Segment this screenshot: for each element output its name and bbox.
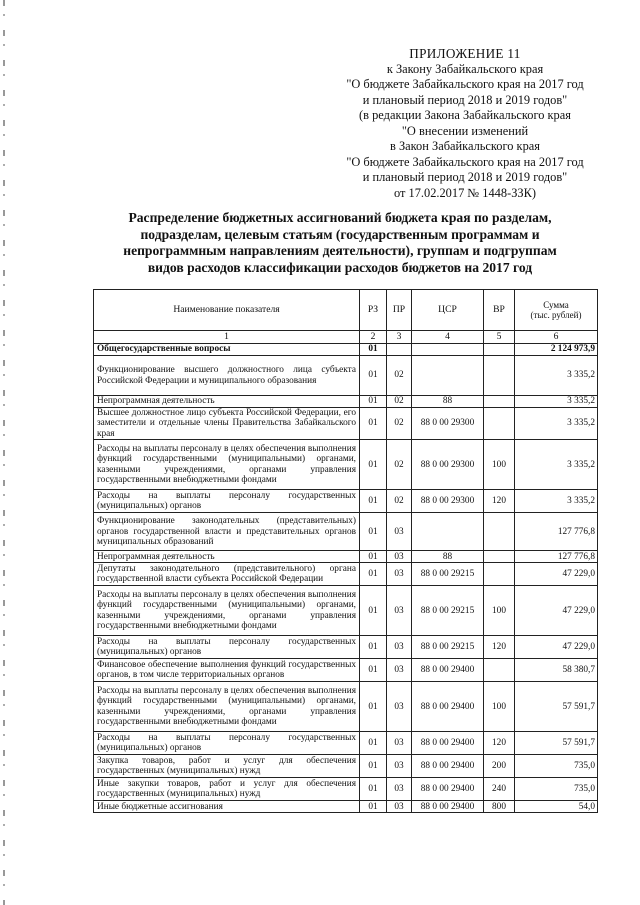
row-csr-cell: 88 0 00 29215 <box>412 586 484 636</box>
table-row <box>94 586 598 636</box>
table-row <box>94 636 598 659</box>
row-vr-cell: 120 <box>484 636 515 659</box>
heading-line: видов расходов классификации расходов бюджетов на 2017 год <box>147 259 533 275</box>
row-rz-cell: 01 <box>360 636 387 659</box>
col-header-name: Наименование показателя <box>94 290 360 331</box>
row-csr-cell: 88 <box>412 551 484 563</box>
header-line: и плановый период 2018 и 2019 годов" <box>362 170 568 184</box>
row-pr-cell: 03 <box>387 586 412 636</box>
row-sum-cell: 3 335,2 <box>515 440 598 490</box>
header-line: от 17.02.2017 № 1448-ЗЗК) <box>393 185 537 200</box>
table-header-row <box>94 290 598 331</box>
row-pr-cell: 03 <box>387 551 412 563</box>
row-vr-cell: 120 <box>484 490 515 513</box>
table-row <box>94 563 598 586</box>
col-header-sum <box>515 290 598 331</box>
row-csr-cell: 88 0 00 29215 <box>412 563 484 586</box>
row-name-cell: Расходы на выплаты персоналу в целях обеспечения выполнения функций государственными (муниципальными) органами, казенными учреждениями, органами управления государственными внебюджетными фондами <box>94 682 360 732</box>
document-heading <box>100 210 580 276</box>
row-name-cell: Расходы на выплаты персоналу государственных (муниципальных) органов <box>94 732 360 755</box>
row-name-cell: Расходы на выплаты персоналу в целях обеспечения выполнения функций государственными (муниципальными) органами, казенными учреждениями, органами управления государственными внебюджетными фондами <box>94 586 360 636</box>
row-name-cell: Расходы на выплаты персоналу в целях обеспечения выполнения функций государственными (муниципальными) органами, казенными учреждениями, органами управления государственными внебюджетными фондами <box>94 440 360 490</box>
row-rz-cell: 01 <box>360 344 387 356</box>
row-rz-cell: 01 <box>360 396 387 408</box>
appendix-title: ПРИЛОЖЕНИЕ 11 <box>409 46 521 61</box>
row-name-cell: Общегосударственные вопросы <box>94 344 360 356</box>
row-csr-cell: 88 0 00 29400 <box>412 682 484 732</box>
table-row <box>94 801 598 813</box>
row-vr-cell <box>484 396 515 408</box>
row-csr-cell: 88 0 00 29400 <box>412 778 484 801</box>
row-pr-cell: 02 <box>387 440 412 490</box>
column-number-row <box>94 331 598 344</box>
table-row <box>94 659 598 682</box>
row-name-cell: Функционирование законодательных (представительных) органов государственной власти и представительных органов муниципальных образований <box>94 513 360 551</box>
row-vr-cell: 100 <box>484 586 515 636</box>
row-csr-cell: 88 0 00 29400 <box>412 801 484 813</box>
col-header-sum-unit: (тыс. рублей) <box>530 310 582 320</box>
row-pr-cell: 02 <box>387 396 412 408</box>
row-sum-cell: 127 776,8 <box>515 551 598 563</box>
header-line: "О внесении изменений <box>401 123 529 138</box>
row-pr-cell: 03 <box>387 682 412 732</box>
row-rz-cell: 01 <box>360 778 387 801</box>
header-line: "О бюджете Забайкальского края на 2017 год <box>346 77 584 91</box>
row-csr-cell: 88 0 00 29215 <box>412 636 484 659</box>
row-name-cell: Иные бюджетные ассигнования <box>94 801 360 813</box>
row-csr-cell <box>412 513 484 551</box>
row-sum-cell: 47 229,0 <box>515 636 598 659</box>
row-name-cell: Непрограммная деятельность <box>94 396 360 408</box>
row-name-cell: Расходы на выплаты персоналу государственных (муниципальных) органов <box>94 490 360 513</box>
row-vr-cell <box>484 563 515 586</box>
row-sum-cell: 54,0 <box>515 801 598 813</box>
table-row <box>94 682 598 732</box>
row-vr-cell: 100 <box>484 682 515 732</box>
column-number: 2 <box>360 331 387 344</box>
row-sum-cell: 3 335,2 <box>515 396 598 408</box>
row-sum-cell: 735,0 <box>515 755 598 778</box>
appendix-header <box>320 46 610 201</box>
row-vr-cell: 120 <box>484 732 515 755</box>
row-sum-cell: 3 335,2 <box>515 490 598 513</box>
header-line: к Закону Забайкальского края <box>386 61 544 76</box>
table-row <box>94 755 598 778</box>
table-row <box>94 396 598 408</box>
row-sum-cell: 58 380,7 <box>515 659 598 682</box>
row-name-cell: Расходы на выплаты персоналу государственных (муниципальных) органов <box>94 636 360 659</box>
row-sum-cell: 2 124 973,9 <box>515 344 598 356</box>
col-header-pr: ПР <box>387 290 412 331</box>
table-row <box>94 408 598 440</box>
row-csr-cell: 88 0 00 29300 <box>412 408 484 440</box>
row-csr-cell: 88 0 00 29400 <box>412 659 484 682</box>
row-vr-cell: 200 <box>484 755 515 778</box>
table-row <box>94 344 598 356</box>
budget-table <box>93 289 598 813</box>
header-line: "О бюджете Забайкальского края на 2017 год <box>346 154 584 169</box>
row-sum-cell: 3 335,2 <box>515 356 598 396</box>
row-rz-cell: 01 <box>360 490 387 513</box>
row-csr-cell: 88 <box>412 396 484 408</box>
row-pr-cell: 02 <box>387 356 412 396</box>
row-sum-cell: 127 776,8 <box>515 513 598 551</box>
row-csr-cell: 88 0 00 29300 <box>412 440 484 490</box>
heading-line: подразделам, целевым статьям (государственным программам и <box>140 226 540 242</box>
table-row <box>94 356 598 396</box>
table-row <box>94 778 598 801</box>
row-sum-cell: 47 229,0 <box>515 563 598 586</box>
row-rz-cell: 01 <box>360 551 387 563</box>
col-header-csr: ЦСР <box>412 290 484 331</box>
row-rz-cell: 01 <box>360 682 387 732</box>
row-vr-cell <box>484 408 515 440</box>
row-rz-cell: 01 <box>360 586 387 636</box>
header-line: и плановый период 2018 и 2019 годов" <box>362 92 568 107</box>
col-header-sum-title: Сумма <box>543 300 569 310</box>
row-rz-cell: 01 <box>360 408 387 440</box>
row-name-cell: Закупка товаров, работ и услуг для обеспечения государственных (муниципальных) нужд <box>94 755 360 778</box>
table-row <box>94 551 598 563</box>
col-header-vr: ВР <box>484 290 515 331</box>
header-line: в Закон Забайкальского края <box>390 139 540 153</box>
row-pr-cell: 03 <box>387 636 412 659</box>
table-row <box>94 732 598 755</box>
column-number: 6 <box>515 331 598 344</box>
row-name-cell: Высшее должностное лицо субъекта Российской Федерации, его заместители и отдельные члены Правительства Забайкальского края <box>94 408 360 440</box>
column-number: 5 <box>484 331 515 344</box>
heading-line: непрограммным направлениям деятельности), группам и подгруппам <box>123 243 557 258</box>
row-rz-cell: 01 <box>360 356 387 396</box>
table-body <box>94 344 598 813</box>
column-number: 1 <box>94 331 360 344</box>
row-csr-cell: 88 0 00 29400 <box>412 755 484 778</box>
column-number: 3 <box>387 331 412 344</box>
row-sum-cell: 57 591,7 <box>515 682 598 732</box>
header-line: (в редакции Закона Забайкальского края <box>359 108 571 122</box>
row-pr-cell: 03 <box>387 513 412 551</box>
row-csr-cell <box>412 356 484 396</box>
row-sum-cell: 47 229,0 <box>515 586 598 636</box>
row-csr-cell <box>412 344 484 356</box>
row-vr-cell: 800 <box>484 801 515 813</box>
row-rz-cell: 01 <box>360 801 387 813</box>
row-vr-cell <box>484 356 515 396</box>
row-pr-cell <box>387 344 412 356</box>
row-csr-cell: 88 0 00 29400 <box>412 732 484 755</box>
row-name-cell: Непрограммная деятельность <box>94 551 360 563</box>
row-pr-cell: 03 <box>387 732 412 755</box>
row-pr-cell: 03 <box>387 563 412 586</box>
row-name-cell: Депутаты законодательного (представительного) органа государственной власти субъекта Российской Федерации <box>94 563 360 586</box>
row-vr-cell <box>484 551 515 563</box>
row-pr-cell: 03 <box>387 778 412 801</box>
table-row <box>94 440 598 490</box>
row-name-cell: Функционирование высшего должностного лица субъекта Российской Федерации и муниципального образования <box>94 356 360 396</box>
row-sum-cell: 57 591,7 <box>515 732 598 755</box>
row-pr-cell: 03 <box>387 801 412 813</box>
scan-edge <box>3 0 5 905</box>
row-rz-cell: 01 <box>360 659 387 682</box>
row-vr-cell <box>484 659 515 682</box>
row-csr-cell: 88 0 00 29300 <box>412 490 484 513</box>
row-rz-cell: 01 <box>360 732 387 755</box>
row-pr-cell: 03 <box>387 755 412 778</box>
row-pr-cell: 03 <box>387 659 412 682</box>
row-rz-cell: 01 <box>360 563 387 586</box>
column-number: 4 <box>412 331 484 344</box>
row-name-cell: Иные закупки товаров, работ и услуг для обеспечения государственных (муниципальных) нужд <box>94 778 360 801</box>
row-rz-cell: 01 <box>360 755 387 778</box>
heading-line: Распределение бюджетных ассигнований бюджета края по разделам, <box>128 210 552 225</box>
col-header-rz: РЗ <box>360 290 387 331</box>
row-pr-cell: 02 <box>387 408 412 440</box>
row-vr-cell: 240 <box>484 778 515 801</box>
row-name-cell: Финансовое обеспечение выполнения функций государственных органов, в том числе территориальных органов <box>94 659 360 682</box>
row-vr-cell <box>484 513 515 551</box>
row-sum-cell: 735,0 <box>515 778 598 801</box>
row-sum-cell: 3 335,2 <box>515 408 598 440</box>
row-pr-cell: 02 <box>387 490 412 513</box>
table-row <box>94 490 598 513</box>
row-vr-cell: 100 <box>484 440 515 490</box>
row-rz-cell: 01 <box>360 513 387 551</box>
table-row <box>94 513 598 551</box>
row-rz-cell: 01 <box>360 440 387 490</box>
row-vr-cell <box>484 344 515 356</box>
